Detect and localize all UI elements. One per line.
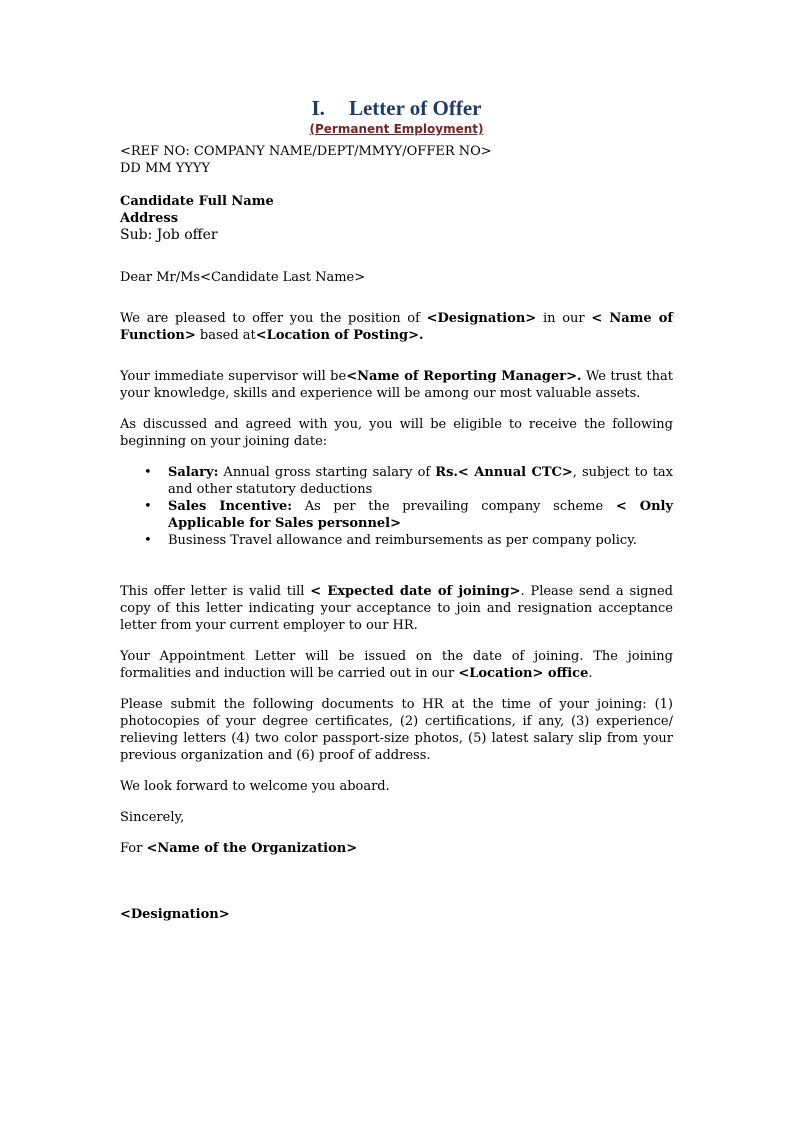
organization-placeholder: <Name of the Organization> xyxy=(146,841,358,856)
reference-number: <REF NO: COMPANY NAME/DEPT/MMYY/OFFER NO> xyxy=(120,144,492,159)
supervisor-paragraph: Your immediate supervisor will be<Name of Reporting Manager>. We trust that your knowledge, skills and experience will be among our most valuable assets. xyxy=(120,369,673,401)
letter-body xyxy=(120,143,673,923)
for-organization: For <Name of the Organization> xyxy=(120,841,358,856)
appointment-paragraph: Your Appointment Letter will be issued on the date of joining. The joining formalities and induction will be carried out in our <Location> office. xyxy=(120,649,673,681)
list-item: • Sales Incentive: As per the prevailing company scheme < Only Applicable for Sales personnel> xyxy=(144,499,674,531)
candidate-name: Candidate Full Name xyxy=(120,194,274,209)
title-text: Letter of Offer xyxy=(348,96,482,120)
validity-paragraph: This offer letter is valid till < Expected date of joining>. Please send a signed copy of this letter indicating your acceptance to join and resignation acceptance letter from your current employer to our HR. xyxy=(120,584,673,633)
position-paragraph: We are pleased to offer you the position of <Designation> in our < Name of Function> based at<Location of Posting>. xyxy=(120,311,674,343)
salutation: Dear Mr/Ms<Candidate Last Name> xyxy=(120,270,366,285)
letter-title xyxy=(0,96,793,120)
documents-paragraph: Please submit the following documents to HR at the time of your joining: (1) photocopies of your degree certificates, (2) certifications, if any, (3) experience/ relieving letters (4) two color passport-size photos, (5) latest salary slip from your previous organization and (6) proof of address. xyxy=(120,697,673,763)
incentive-label: Sales Incentive: xyxy=(168,499,293,514)
benefits-intro-paragraph: As discussed and agreed with you, you will be eligible to receive the following beginning on your joining date: xyxy=(120,417,673,449)
signature-designation: <Designation> xyxy=(120,907,230,922)
list-item: • Business Travel allowance and reimbursements as per company policy. xyxy=(144,533,637,548)
manager-placeholder: <Name of Reporting Manager>. xyxy=(346,369,582,384)
incentive-note: < Only Applicable for Sales personnel> xyxy=(168,499,674,531)
list-item: • Salary: Annual gross starting salary of Rs.< Annual CTC>, subject to tax and other statutory deductions xyxy=(144,465,673,497)
title-number: I. xyxy=(311,96,325,120)
closing: Sincerely, xyxy=(120,810,185,825)
welcome-paragraph: We look forward to welcome you aboard. xyxy=(120,779,390,794)
designation-placeholder: <Designation> xyxy=(426,311,537,326)
joining-date-placeholder: < Expected date of joining> xyxy=(310,584,521,599)
candidate-address: Address xyxy=(120,211,179,226)
ctc-placeholder: Rs.< Annual CTC> xyxy=(435,465,573,480)
letter-subtitle xyxy=(0,121,793,137)
function-placeholder: < Name of Function> xyxy=(120,311,674,343)
salary-label: Salary: xyxy=(168,465,219,480)
letter-date: DD MM YYYY xyxy=(120,161,211,176)
letter-subject: Sub: Job offer xyxy=(120,227,218,243)
office-location-placeholder: <Location> office xyxy=(458,666,589,681)
location-placeholder: <Location of Posting>. xyxy=(255,328,424,343)
benefits-list xyxy=(120,464,673,549)
subtitle-text: (Permanent Employment) xyxy=(309,122,484,136)
